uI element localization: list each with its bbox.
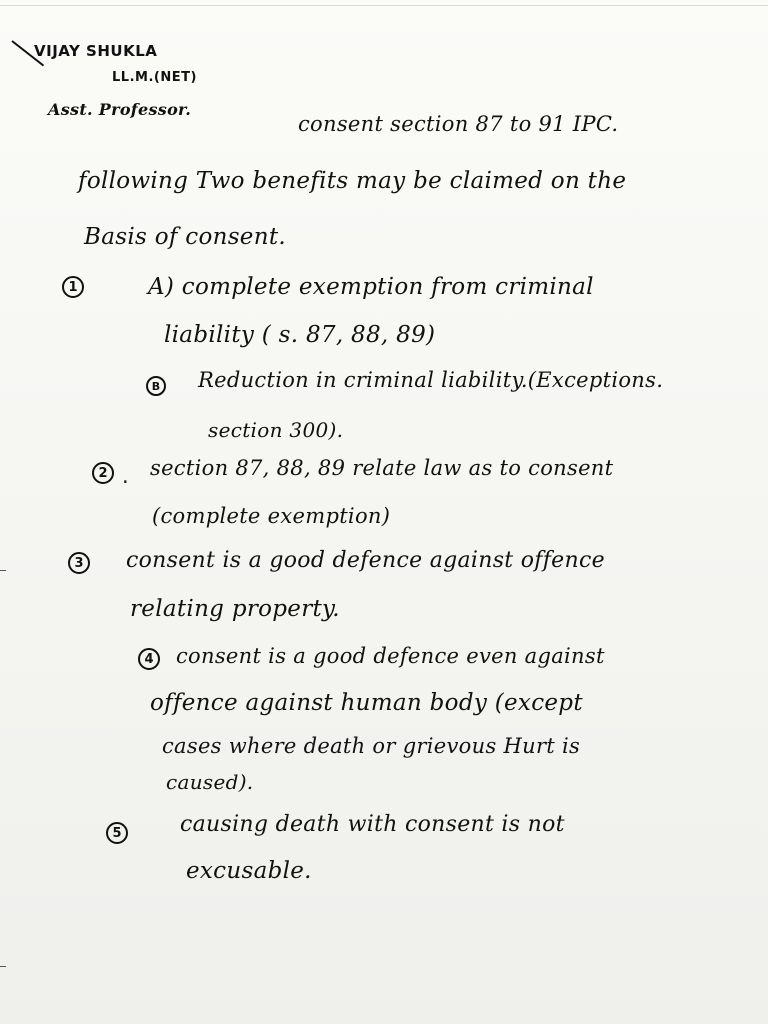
point-4-line-2: offence against human body (except <box>150 690 583 716</box>
point-1-line-2: liability ( s. 87, 88, 89) <box>164 322 436 348</box>
point-1-line-3: Reduction in criminal liability.(Exceptions. <box>198 368 664 392</box>
point-2-number: 2 <box>92 462 114 484</box>
author-designation: Asst. Professor. <box>48 100 192 119</box>
margin-mark <box>0 966 6 967</box>
point-3-line-1: consent is a good defence against offence <box>126 548 605 573</box>
point-1-line-4: section 300). <box>208 418 344 442</box>
point-4-line-1: consent is a good defence even against <box>176 644 605 668</box>
point-1-sub-b-label: B <box>146 376 166 396</box>
point-2-dot: . <box>122 464 129 488</box>
point-5-line-2: excusable. <box>186 858 312 884</box>
point-4-line-3: cases where death or grievous Hurt is <box>162 734 581 758</box>
author-qualification: LL.M.(NET) <box>112 70 197 85</box>
margin-mark <box>0 570 6 571</box>
point-1-number: 1 <box>62 276 84 298</box>
point-5-line-1: causing death with consent is not <box>180 812 565 837</box>
point-1-line-1: A) complete exemption from criminal <box>148 274 594 300</box>
point-4-line-4: caused). <box>166 770 254 794</box>
page-top-rule <box>0 5 768 6</box>
intro-line-2: Basis of consent. <box>84 224 286 250</box>
intro-line-1: following Two benefits may be claimed on the <box>78 168 627 194</box>
point-5-number: 5 <box>106 822 128 844</box>
point-3-line-2: relating property. <box>130 596 340 622</box>
point-4-number: 4 <box>138 648 160 670</box>
page-title: consent section 87 to 91 IPC. <box>298 112 619 136</box>
point-2-line-1: section 87, 88, 89 relate law as to consent <box>150 456 614 480</box>
author-name: VIJAY SHUKLA <box>34 42 158 60</box>
point-2-line-2: (complete exemption) <box>152 504 391 528</box>
point-3-number: 3 <box>68 552 90 574</box>
